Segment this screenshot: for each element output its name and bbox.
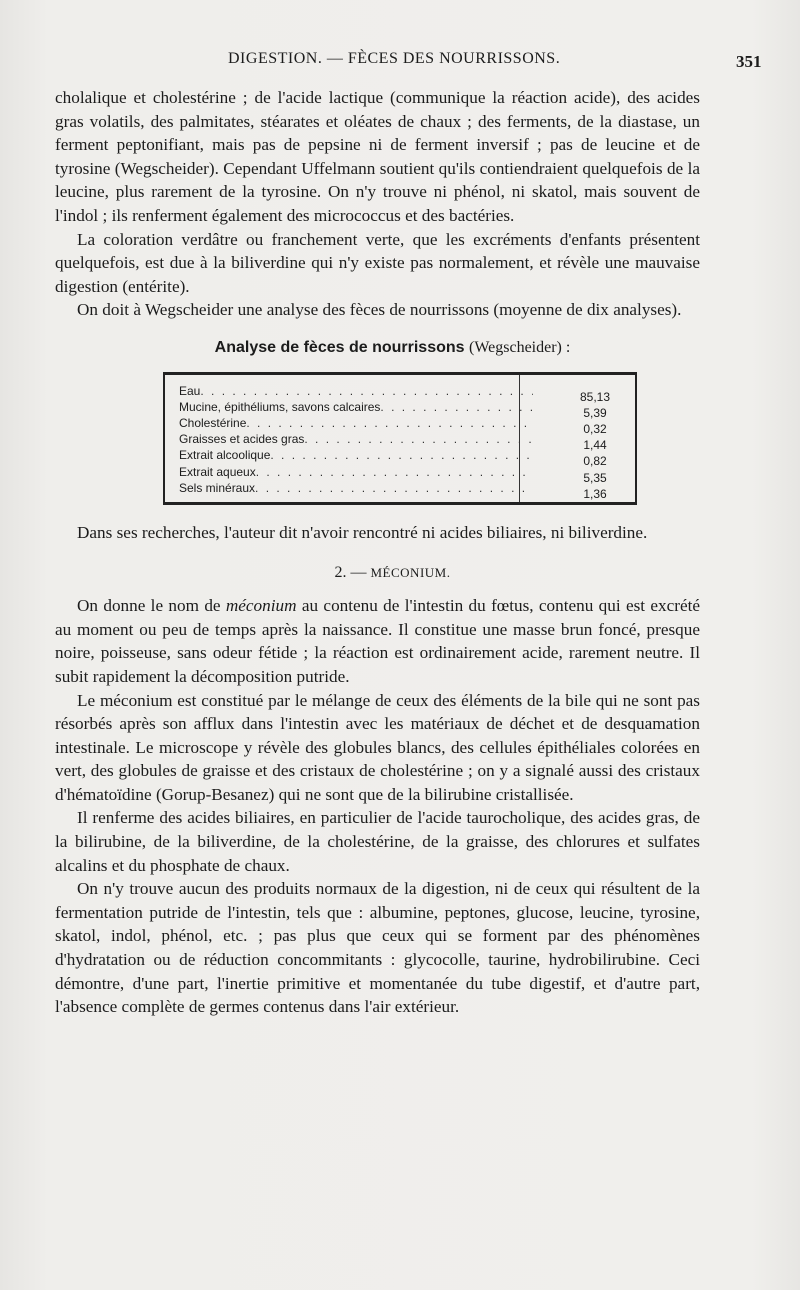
row-value: 5,35 (583, 470, 607, 485)
header-title: DIGESTION. — FÈCES DES NOURRISSONS. (228, 50, 561, 67)
row-value: 1,44 (583, 438, 607, 453)
table-row (165, 383, 635, 404)
running-header (0, 50, 800, 74)
row-value: 1,36 (583, 486, 607, 501)
page-body (55, 86, 700, 1019)
dot-leader (255, 480, 533, 496)
dot-leader (246, 415, 533, 431)
term-meconium: méconium (225, 596, 297, 616)
dot-leader (256, 464, 533, 480)
section-title: MÉCONIUM. (370, 564, 451, 580)
paragraph-meconium-composition: Le méconium est constitué par le mélange de ceux des éléments de la bile qui ne sont pas résorbés après son afflux dans l'intestin avec les matériaux de déchet et de desquamation intestinale. Le microscope y révèle des globules blancs, des cellules épithéliales colorées en vert, des globules de graisse et des cristaux de cholestérine ; on y a signalé aussi des cristaux d'hématoïdine (Gorup-Besanez) qui ne sont que de la bilirubine cristallisée. (55, 690, 700, 804)
dot-leader (200, 383, 533, 399)
paragraph-coloration: La coloration verdâtre ou franchement verte, que les excréments d'enfants présentent quelquefois, est due à la biliverdine qui n'y existe pas normalement, et révèle une mauvaise digestion (entérite). (55, 229, 700, 296)
paragraph-after-table: Dans ses recherches, l'auteur dit n'avoir rencontré ni acides biliaires, ni biliverdine. (77, 522, 648, 542)
text-segment: au contenu de l'intestin du fœtus, contenu qui est excrété au moment ou peu de temps après la naissance. Il constitue une masse brun foncé, presque noire, poisseuse, sans odeur fétide ; la réaction est ordinairement acide, rarement neutre. Il subit rapidement la décomposition putride. (55, 596, 700, 686)
dot-leader (380, 399, 533, 415)
section-dash: — (350, 563, 367, 581)
paragraph-meconium-absence: On n'y trouve aucun des produits normaux de la digestion, ni de ceux qui résultent de la fermentation putride de l'intestin, tels que : albumine, peptones, glucose, leucine, tyrosine, skatol, indol, phénol, etc. ; pas plus que ceux qui se forment par des phénomènes d'hydratation ou de réduction concommitants : glycocolle, taurine, hydrobilirubine. Ceci démontre, d'une part, l'inertie primitive et momentanée du tube digestif, et d'autre part, l'absence complète de germes contenus dans l'air extérieur. (55, 879, 700, 1017)
table-title-main: Analyse de fèces de nourrissons (214, 338, 465, 356)
row-value: 85,13 (579, 389, 611, 404)
row-label: Sels minéraux (179, 480, 256, 495)
dot-leader (270, 447, 533, 463)
page-number: 351 (736, 52, 762, 71)
paragraph-meconium-definition (55, 594, 700, 688)
row-value: 5,39 (583, 405, 607, 420)
section-heading (55, 561, 700, 585)
section-number: 2. (334, 563, 347, 581)
table-title-source: (Wegscheider) : (469, 338, 571, 356)
row-label: Cholestérine (179, 415, 247, 430)
dot-leader (304, 431, 533, 447)
row-label: Extrait aqueux (179, 464, 256, 479)
paragraph-wegscheider: On doit à Wegscheider une analyse des fèces de nourrissons (moyenne de dix analyses). (77, 300, 682, 320)
row-label: Mucine, épithéliums, savons calcaires (179, 399, 381, 414)
paragraph-continued: cholalique et cholestérine ; de l'acide lactique (communique la réaction acide), des acides gras volatils, des palmitates, stéarates et oléates de chaux ; des ferments, de la diastase, un ferment peptonifiant, mais pas de pepsine ni de ferment inversif ; pas de leucine et de tyrosine (Wegscheider). Cependant Uffelmann soutient qu'ils contiendraient quelquefois de la leucine, plus rarement de la tyrosine. On n'y trouve ni phénol, ni skatol, mais souvent de l'indol ; ils renferment également des micrococcus et des bactéries. (55, 88, 700, 225)
row-label: Graisses et acides gras (179, 432, 305, 447)
paragraph-meconium-contents: Il renferme des acides biliaires, en particulier de l'acide taurocholique, des acides gras, de la bilirubine, de la biliverdine, de la cholestérine, de la graisse, des chlorures et sulfates alcalins et du phosphate de chaux. (55, 808, 700, 875)
row-label: Extrait alcoolique (179, 448, 271, 463)
analysis-table (163, 372, 637, 505)
row-label: Eau (179, 383, 201, 398)
table-title (55, 336, 700, 360)
text-segment: On donne le nom de (77, 596, 221, 616)
row-value: 0,82 (583, 454, 607, 469)
row-value: 0,32 (583, 421, 607, 436)
